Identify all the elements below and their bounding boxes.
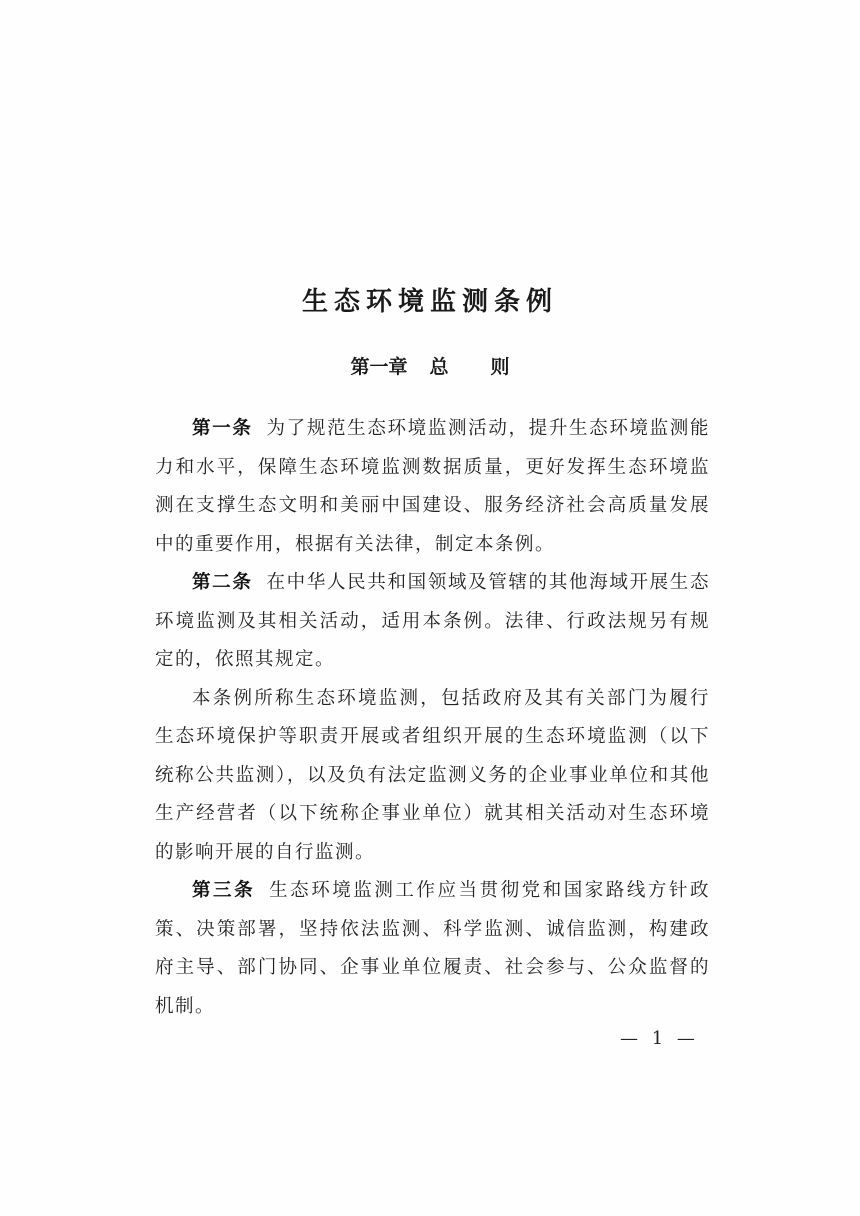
chapter-label: 第一章 <box>350 356 408 378</box>
article-number: 第二条 <box>192 572 253 593</box>
article-number: 第一条 <box>192 418 253 439</box>
article-number: 第三条 <box>192 880 256 901</box>
chapter-name-first: 总 <box>429 356 449 378</box>
article-2-paragraph <box>155 564 710 680</box>
document-body <box>155 410 710 1026</box>
page-number: — 1 — <box>620 1028 699 1049</box>
article-3-paragraph <box>155 872 710 1026</box>
document-title: 生态环境监测条例 <box>301 287 558 317</box>
chapter-heading <box>0 352 860 382</box>
article-text: 在中华人民共和国领域及管辖的其他海域开展生态环境监测及其相关活动，适用本条例。法律、行政法规另有规定的，依照其规定。 <box>155 572 710 670</box>
article-text: 为了规范生态环境监测活动，提升生态环境监测能力和水平，保障生态环境监测数据质量，更好发挥生态环境监测在支撑生态文明和美丽中国建设、服务经济社会高质量发展中的重要作用，根据有关法律，制定本条例。 <box>155 418 710 555</box>
article-1-paragraph <box>155 410 710 564</box>
article-text: 生态环境监测工作应当贯彻党和国家路线方针政策、决策部署，坚持依法监测、科学监测、诚信监测，构建政府主导、部门协同、企事业单位履责、社会参与、公众监督的机制。 <box>155 880 710 1017</box>
article-2-continuation-paragraph <box>155 680 710 873</box>
article-text: 本条例所称生态环境监测，包括政府及其有关部门为履行生态环境保护等职责开展或者组织开展的生态环境监测（以下统称公共监测），以及负有法定监测义务的企业事业单位和其他生产经营者（以下统称企事业单位）就其相关活动对生态环境的影响开展的自行监测。 <box>155 687 710 863</box>
chapter-name-second: 则 <box>490 356 510 378</box>
